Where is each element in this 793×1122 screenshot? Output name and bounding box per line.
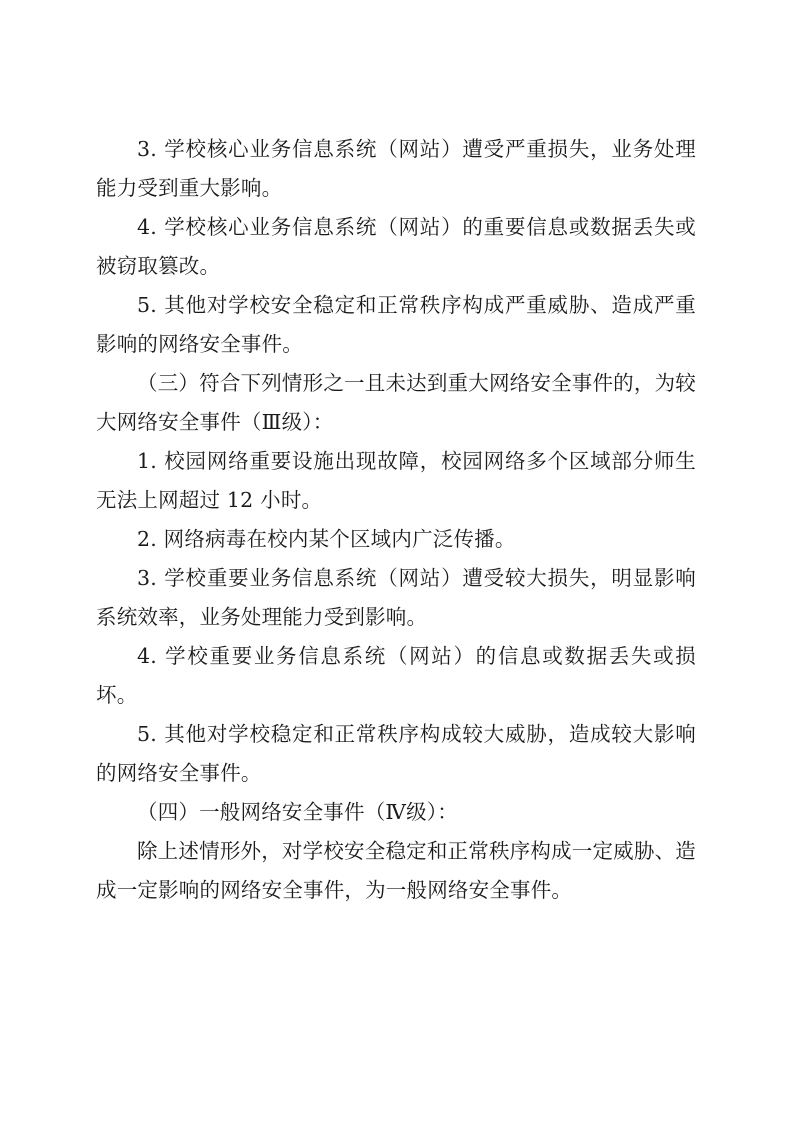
paragraph: （四）一般网络安全事件（Ⅳ级）：	[137, 800, 458, 824]
paragraph: 除上述情形外，对学校安全稳定和正常秩序构成一定威胁、造成一定影响的网络安全事件，为一般网络安全事件。	[96, 839, 696, 902]
paragraph: 3. 学校重要业务信息系统（网站）遭受较大损失，明显影响系统效率，业务处理能力受到影响。	[96, 566, 696, 629]
paragraph: 2. 网络病毒在校内某个区域内广泛传播。	[137, 527, 516, 551]
paragraph: 5. 其他对学校稳定和正常秩序构成较大威胁，造成较大影响的网络安全事件。	[96, 722, 696, 785]
paragraph: 1. 校园网络重要设施出现故障，校园网络多个区域部分师生无法上网超过 12 小时。	[96, 449, 696, 512]
document-body	[96, 130, 696, 910]
paragraph: 3. 学校核心业务信息系统（网站）遭受严重损失，业务处理能力受到重大影响。	[96, 137, 696, 200]
paragraph: 4. 学校重要业务信息系统（网站）的信息或数据丢失或损坏。	[96, 644, 696, 707]
paragraph: 4. 学校核心业务信息系统（网站）的重要信息或数据丢失或被窃取篡改。	[96, 215, 696, 278]
paragraph: 5. 其他对学校安全稳定和正常秩序构成严重威胁、造成严重影响的网络安全事件。	[96, 293, 696, 356]
paragraph: （三）符合下列情形之一且未达到重大网络安全事件的，为较大网络安全事件（Ⅲ级）：	[96, 371, 696, 434]
